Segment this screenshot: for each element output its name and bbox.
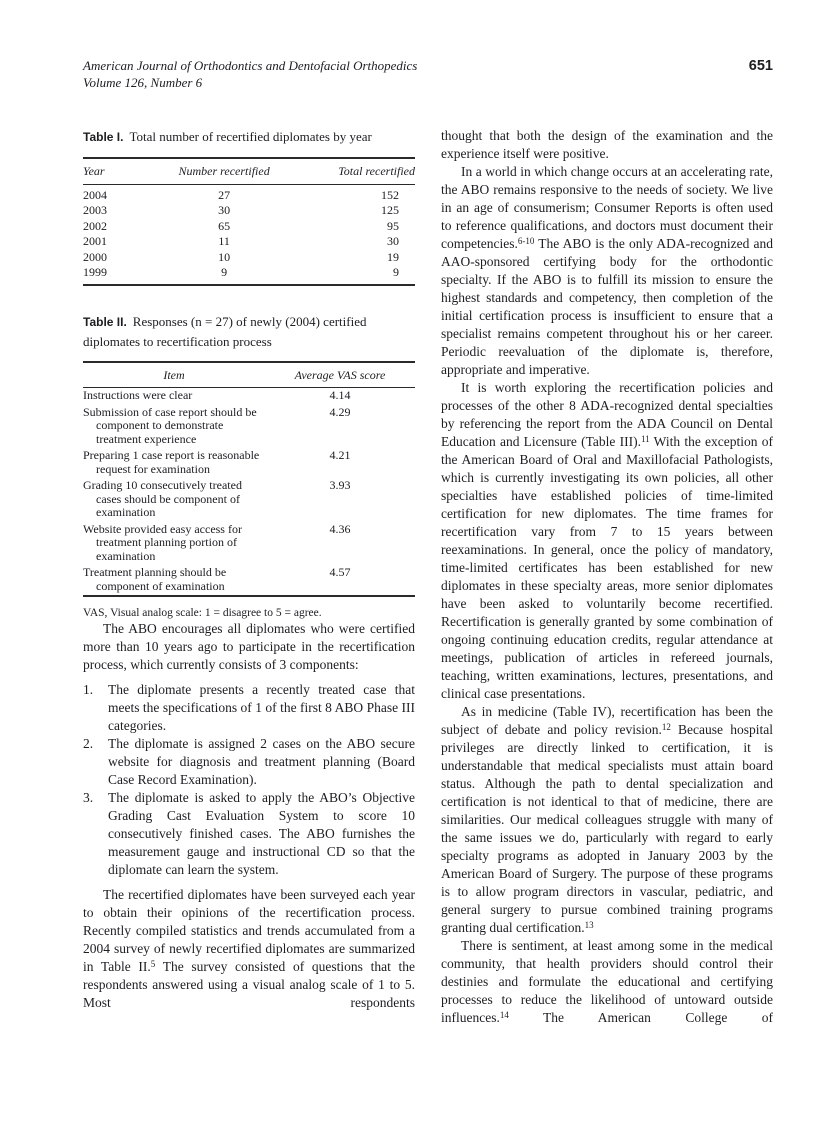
body-paragraph <box>441 127 773 163</box>
list-item-text: The diplomate is asked to apply the ABO’s Objective Grading Cast Evaluation System to score 10 consecutively finished cases. The ABO furnishes the measurement gauge and instructional CD so that the diplomate can learn the system. <box>108 790 415 877</box>
table-cell: 125 <box>381 203 399 217</box>
list-item-number: 1. <box>83 682 94 697</box>
citation-superscript: 13 <box>584 920 594 930</box>
table-cell: 30 <box>387 234 399 248</box>
text-segment: The American College of <box>508 1010 773 1025</box>
table-row <box>83 250 415 266</box>
table-2-footnote: VAS, Visual analog scale: 1 = disagree to 5 = agree. <box>83 607 322 619</box>
column-header: Average VAS score <box>265 362 415 388</box>
table-cell: 19 <box>387 249 399 264</box>
text-segment: As in medicine (Table IV), recertification has been the subject of debate and policy revision. <box>441 704 773 737</box>
list-item <box>83 789 415 879</box>
table-row <box>83 234 415 250</box>
text-segment: In a world in which change occurs at an accelerating rate, the ABO remains responsive to the needs of society. We live in an age of consumerism; Consumer Reports is often used to reference qualifications, and doctors must document their competencies. <box>441 164 773 251</box>
table-cell: 4.36 <box>329 521 351 536</box>
column-header: Total recertified <box>295 158 415 184</box>
table-cell: 2002 <box>83 218 107 233</box>
list-item <box>83 735 415 789</box>
table-header-row <box>83 158 415 184</box>
text-segment: There is sentiment, at least among some in the medical community, that health providers should control their destinies and formulate the educational and certifying processes to reduce the likelihood of untoward outside influences. <box>441 938 773 1025</box>
list-item-number: 3. <box>83 790 94 805</box>
table-cell: Instructions were clear <box>83 388 193 402</box>
text-segment: Because hospital privileges are directly linked to certification, it is understandable that medical specialists must attain board status. Although the path to dental specialization and certification is not identical to that of medicine, there are similarities. Our medical colleagues struggle with many of the same issues we do, particularly with regard to early specialty programs as adopted in January 2003 by the American Board of Surgery. The purpose of these programs is to allow program directors in vascular, pediatric, and general surgery to pursue combined training programs granting dual certification. <box>441 722 773 935</box>
body-paragraph <box>441 937 773 1027</box>
table-1-block <box>83 127 415 286</box>
body-paragraph <box>83 886 415 1012</box>
journal-title: American Journal of Orthodontics and Dentofacial Orthopedics <box>83 58 418 73</box>
text-segment: The survey consisted of questions that the respondents answered using a visual analog scale of 1 to 5. Most respondents <box>83 959 415 1010</box>
text-segment: The recertified diplomates have been surveyed each year to obtain their opinions of the recertification process. Recently compiled statistics and trends accumulated from a 2004 survey of newly recertified diplomates are summarized in Table II. <box>83 887 415 974</box>
table-cell: 4.57 <box>329 565 351 579</box>
table-cell: 1999 <box>83 265 107 279</box>
citation-superscript: 12 <box>661 722 671 732</box>
table-row <box>83 565 415 596</box>
text-segment: It is worth exploring the recertification policies and processes of the other 8 ADA-recognized dental specialties by referencing the report from the ADA Council on Dental Education and Licensure (Table III). <box>441 380 773 449</box>
table-2-block <box>83 312 415 621</box>
page-number: 651 <box>748 58 773 74</box>
table-cell: 27 <box>218 187 231 202</box>
table-1-label: Table I. <box>83 130 124 144</box>
list-item-number: 2. <box>83 736 94 751</box>
table-cell: 30 <box>218 203 231 217</box>
table-cell: Treatment planning should be component of examination <box>83 565 227 593</box>
table-row <box>83 448 415 478</box>
column-header: Item <box>83 362 265 388</box>
table-survey-responses <box>83 361 415 598</box>
journal-issue: Volume 126, Number 6 <box>83 74 203 90</box>
citation-superscript: 11 <box>641 434 650 444</box>
right-column <box>441 127 773 1027</box>
table-cell: 95 <box>387 218 399 233</box>
table-cell: Submission of case report should be component to demonstrate treatment experience <box>83 404 257 446</box>
table-row <box>83 203 415 219</box>
table-cell: Website provided easy access for treatment planning portion of examination <box>83 521 242 563</box>
text-segment: The ABO is the only ADA-recognized and AAO-sponsored certifying body for the orthodontic specialty. If the ABO is to fulfill its mission to ensure the highest standards and competency, then completion of the initial certification process is insufficient to ensure that a specialist remains competent throughout his or her career. Periodic reevaluation of the diplomate is, therefore, appropriate and imperative. <box>441 236 773 377</box>
table-row <box>83 265 415 285</box>
table-row <box>83 184 415 203</box>
table-1-title: Total number of recertified diplomates by year <box>129 129 372 144</box>
table-cell: 2000 <box>83 249 107 264</box>
text-segment: The ABO encourages all diplomates who were certified more than 10 years ago to participate in the recertification process, which currently consists of 3 components: <box>83 621 415 672</box>
body-paragraph <box>83 620 415 674</box>
citation-superscript: 14 <box>499 1010 509 1020</box>
table-cell: 152 <box>381 187 399 202</box>
table-cell: 9 <box>393 265 399 279</box>
page-columns <box>83 127 773 1027</box>
citation-superscript: 6-10 <box>517 236 535 246</box>
table-row <box>83 522 415 566</box>
table-cell: 2003 <box>83 203 107 217</box>
citation-superscript: 5 <box>150 959 156 969</box>
running-head <box>83 58 773 91</box>
table-1-caption <box>83 127 415 147</box>
numbered-list <box>83 681 415 879</box>
body-paragraph <box>441 379 773 703</box>
text-segment: thought that both the design of the examination and the experience itself were positive. <box>441 128 773 161</box>
table-cell: Preparing 1 case report is reasonable request for examination <box>83 448 260 476</box>
table-2-label: Table II. <box>83 314 127 329</box>
column-header: Year <box>83 158 153 184</box>
table-row <box>83 478 415 522</box>
list-item <box>83 681 415 735</box>
table-cell: 4.14 <box>329 388 351 402</box>
list-item-text: The diplomate is assigned 2 cases on the ABO secure website for diagnosis and treatment planning (Board Case Record Examination). <box>108 736 415 787</box>
table-cell: 4.21 <box>329 448 351 462</box>
table-cell: 9 <box>221 265 228 279</box>
body-paragraph <box>441 163 773 379</box>
table-recertified-by-year <box>83 157 415 286</box>
table-2-title: Responses (n = 27) of newly (2004) certified diplomates to recertification process <box>83 313 367 349</box>
table-row <box>83 405 415 449</box>
table-cell: 3.93 <box>329 478 351 492</box>
left-column <box>83 127 415 1027</box>
table-cell: 2004 <box>83 187 107 202</box>
table-cell: Grading 10 consecutively treated cases should be component of examination <box>83 478 242 519</box>
list-item-text: The diplomate presents a recently treated case that meets the specifications of 1 of the first 8 ABO Phase III categories. <box>108 682 415 733</box>
table-cell: 10 <box>218 249 231 264</box>
table-header-row <box>83 362 415 388</box>
table-cell: 2001 <box>83 234 107 248</box>
column-header: Number recertified <box>153 158 295 184</box>
text-segment: With the exception of the American Board of Oral and Maxillofacial Pathologists, which is currently investigating its own policies, all other specialties have established policies of time-limited certification for new diplomates. The time frames for recertification vary from 7 to 15 years between reexaminations. In general, once the policy of mandatory, time-limited certificates has been established for new diplomates in these specialty areas, more senior diplomates have been asked to voluntarily become recertified. Recertification is generally granted by some combination of ongoing continuing education credits, regular attendance at meetings, publication of articles in refereed journals, teaching, written examinations, lectures, presentations, and clinical case presentations. <box>441 434 773 701</box>
table-cell: 65 <box>218 218 231 233</box>
running-head-text <box>83 58 417 91</box>
table-cell: 4.29 <box>329 404 351 419</box>
table-cell: 11 <box>218 234 230 248</box>
table-2-caption <box>83 312 415 351</box>
table-row <box>83 388 415 405</box>
body-paragraph <box>441 703 773 937</box>
table-row <box>83 219 415 235</box>
